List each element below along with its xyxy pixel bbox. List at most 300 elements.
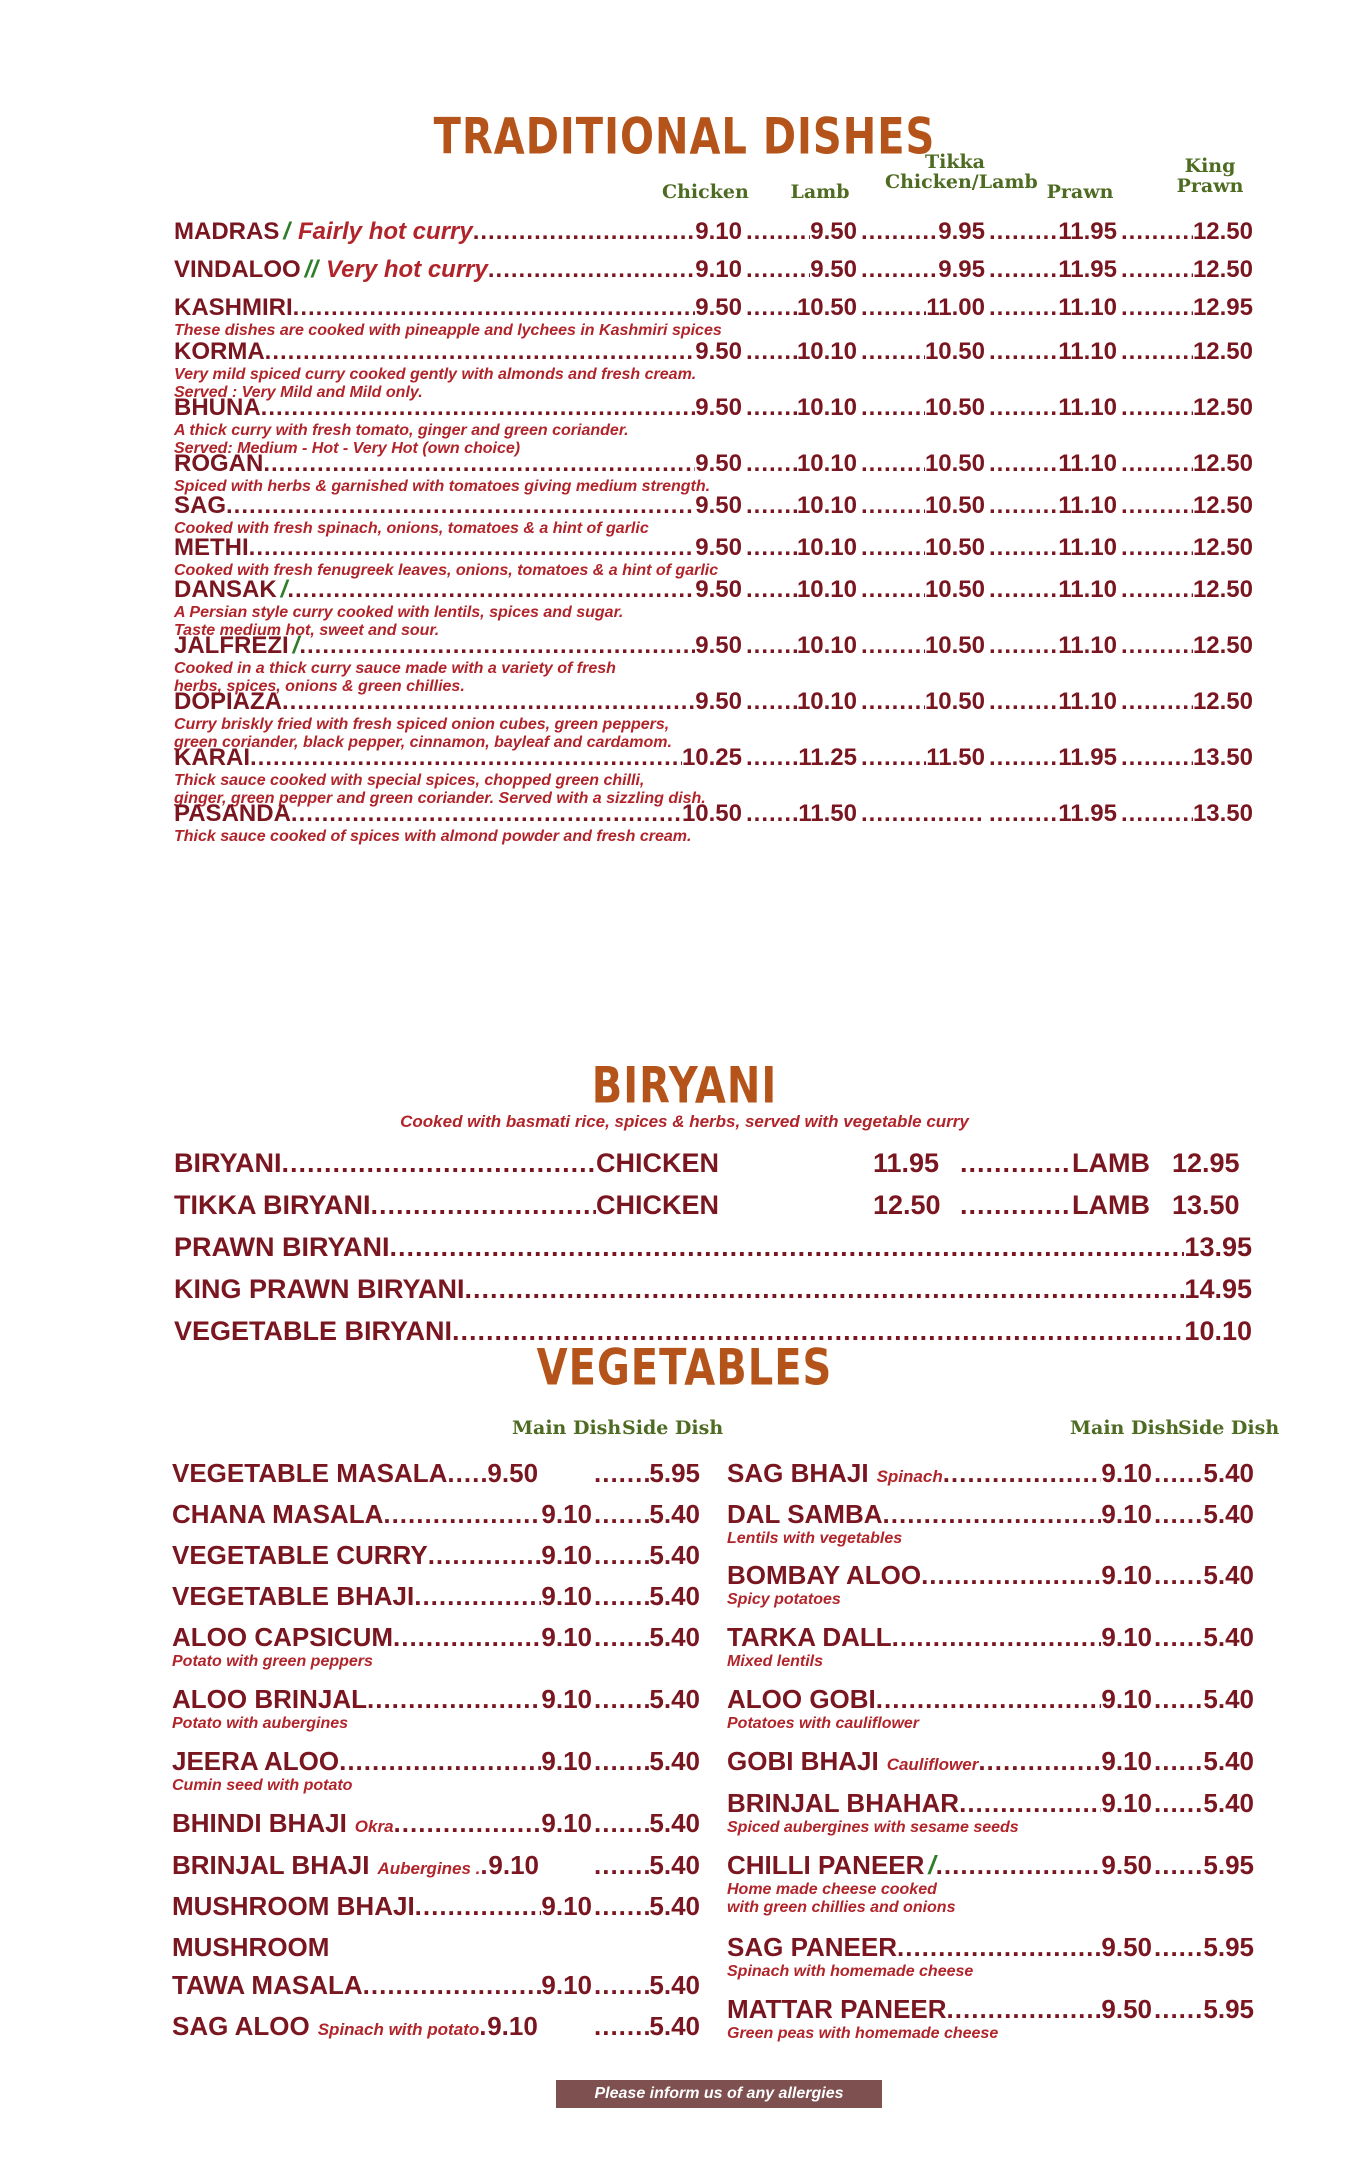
veg-name: BOMBAY ALOO (727, 1560, 922, 1590)
price-cell (989, 218, 1117, 246)
veg-side-cell (594, 1499, 700, 1530)
price-prawn: 11.10 (1058, 394, 1117, 421)
veg-name: SAG BHAJI (727, 1458, 869, 1488)
dot-leader (488, 256, 695, 284)
dish-description: Spiced with herbs & garnished with tomatoes giving medium strength. (174, 478, 711, 495)
dish-name: SAG (174, 492, 227, 519)
price-cell (989, 492, 1117, 520)
dish-description: ginger, green pepper and green coriander. Served with a sizzling dish. (174, 790, 706, 807)
veg-name: CHANA MASALA (172, 1499, 384, 1529)
price-king-prawn: 13.50 (1192, 744, 1253, 771)
veg-description: Cumin seed with potato (172, 1777, 353, 1794)
biryani-name: VEGETABLE BIRYANI (174, 1316, 453, 1346)
price-chicken: 9.50 (695, 632, 742, 659)
price-chicken: 9.50 (695, 294, 742, 321)
veg-side-cell (594, 1891, 700, 1922)
veg-row (172, 1499, 592, 1530)
veg-note: Cauliflower (886, 1755, 979, 1774)
veg-row (172, 1891, 592, 1922)
veg-description: Green peas with homemade cheese (727, 2025, 999, 2042)
lamb-price: 12.95 (1172, 1148, 1240, 1178)
veg-side-price: 5.40 (1203, 1684, 1254, 1714)
chili-icon: / (292, 632, 300, 659)
col-main-left: Main Dish (512, 1417, 622, 1439)
price-cell (989, 450, 1117, 478)
dish-note: Very hot curry (326, 256, 488, 283)
price-prawn: 11.10 (1058, 450, 1117, 477)
lamb-price: 13.50 (1172, 1190, 1240, 1220)
price-lamb: 9.50 (810, 256, 857, 283)
dot-leader (959, 1788, 1101, 1819)
dot-leader (1154, 1622, 1203, 1653)
chili-icon: / (280, 576, 288, 603)
dish-name: ROGAN (174, 450, 264, 477)
chicken-label: CHICKEN (595, 1148, 719, 1178)
price-lamb: 10.10 (796, 394, 857, 421)
veg-name: SAG PANEER (727, 1932, 897, 1962)
veg-main-price: 9.10 (541, 1499, 592, 1529)
dot-leader (746, 576, 797, 604)
dot-leader (861, 576, 925, 604)
veg-description: Spinach with homemade cheese (727, 1963, 974, 1980)
price-cell (989, 338, 1117, 366)
veg-note: Spinach (876, 1467, 943, 1486)
dot-leader (447, 1458, 487, 1489)
price-cell (746, 800, 857, 828)
price-cell (1121, 800, 1253, 828)
price-prawn: 11.10 (1058, 338, 1117, 365)
dot-leader (746, 688, 797, 716)
dot-leader (989, 338, 1058, 366)
biryani-title: BIRYANI (591, 1057, 778, 1115)
price-cell (861, 338, 985, 366)
veg-main-price: 9.50 (1101, 1932, 1152, 1962)
veg-side-cell (1154, 1458, 1254, 1489)
price-king-prawn: 12.50 (1192, 632, 1253, 659)
veg-side-price: 5.95 (1203, 1850, 1254, 1880)
col-side-left: Side Dish (622, 1417, 724, 1439)
veg-description: Mixed lentils (727, 1653, 824, 1670)
lamb-label: LAMB (1072, 1148, 1150, 1178)
dish-description: Served: Medium - Hot - Very Hot (own choice) (174, 440, 521, 457)
veg-row (172, 1458, 592, 1489)
price-king-prawn: 12.50 (1192, 534, 1253, 561)
veg-name: GOBI BHAJI (727, 1746, 879, 1776)
veg-side-price: 5.40 (1203, 1788, 1254, 1818)
veg-side-price: 5.95 (649, 1458, 700, 1488)
price-cell (746, 256, 857, 284)
price-prawn: 11.10 (1058, 534, 1117, 561)
veg-main-price: 9.10 (541, 1622, 592, 1652)
biryani-name: KING PRAWN BIRYANI (174, 1274, 465, 1304)
dot-leader (249, 534, 696, 562)
veg-note: Aubergines . (377, 1859, 481, 1878)
chili-icon: / (928, 1850, 936, 1880)
price-tikka: 9.95 (938, 256, 985, 283)
price-king-prawn: 13.50 (1192, 800, 1253, 827)
veg-row (727, 1994, 1152, 2025)
price-chicken: 9.50 (695, 394, 742, 421)
price-tikka: 10.50 (924, 632, 985, 659)
dot-leader (746, 450, 797, 478)
veg-main-price: 9.50 (1101, 1850, 1152, 1880)
veg-row (727, 1850, 1152, 1881)
veg-side-cell (1154, 1684, 1254, 1715)
veg-side-cell (594, 1850, 700, 1881)
price-cell (989, 800, 1117, 828)
price-cell (1121, 256, 1253, 284)
veg-main-price: 9.10 (541, 1808, 592, 1838)
veg-row (727, 1684, 1152, 1715)
veg-side-cell (594, 1458, 700, 1489)
veg-description: Lentils with vegetables (727, 1530, 903, 1547)
veg-main-price: 9.10 (488, 1850, 540, 1880)
veg-side-price: 5.95 (1203, 1932, 1254, 1962)
col-king-prawn: King Prawn (1176, 155, 1244, 197)
dish-name: METHI (174, 534, 249, 561)
price-cell (989, 632, 1117, 660)
veg-description: Home made cheese cooked (727, 1881, 937, 1898)
dot-leader (299, 632, 695, 660)
veg-name: BRINJAL BHAJI (172, 1850, 370, 1880)
dish-name: BHUNA (174, 394, 261, 421)
dot-leader (989, 632, 1058, 660)
dot-leader (861, 218, 938, 246)
dot-leader (861, 688, 925, 716)
price-cell (1121, 576, 1253, 604)
veg-side-cell (1154, 1622, 1254, 1653)
dot-leader (876, 1684, 1102, 1715)
veg-main-price: 9.10 (1101, 1746, 1152, 1776)
veg-main-price: 9.10 (1101, 1788, 1152, 1818)
veg-main-price: 9.10 (541, 1891, 592, 1921)
price-cell (861, 534, 985, 562)
price-lamb: 10.10 (796, 632, 857, 659)
price-cell (1121, 218, 1253, 246)
dot-leader (746, 394, 797, 422)
price-cell (861, 576, 985, 604)
price-lamb: 11.25 (798, 744, 857, 771)
dot-leader (989, 688, 1058, 716)
price-chicken: 9.50 (695, 688, 742, 715)
price-king-prawn: 12.50 (1192, 218, 1253, 245)
veg-row (727, 1560, 1152, 1591)
veg-side-price: 5.40 (649, 1746, 700, 1776)
dot-leader (480, 1850, 488, 1881)
price-chicken: 10.50 (681, 800, 742, 827)
veg-name: ALOO BRINJAL (172, 1684, 367, 1714)
price-cell (746, 492, 857, 520)
veg-main-price: 9.10 (1101, 1560, 1152, 1590)
price-cell (1121, 492, 1253, 520)
dish-description: Thick sauce cooked of spices with almond powder and fresh cream. (174, 828, 692, 845)
dot-leader (1121, 744, 1193, 772)
price-cell (989, 256, 1117, 284)
dish-row (174, 744, 742, 772)
chicken-price: 12.50 (873, 1190, 941, 1220)
dish-description: Cooked in a thick curry sauce made with a variety of fresh (174, 660, 616, 677)
price-cell (989, 688, 1117, 716)
dot-leader (746, 744, 798, 772)
dot-leader (989, 492, 1058, 520)
col-chicken: Chicken (662, 181, 749, 203)
dish-description: A Persian style curry cooked with lentils, spices and sugar. (174, 604, 624, 621)
dot-leader (282, 688, 695, 716)
price-cell (861, 294, 985, 322)
dot-leader (594, 1684, 649, 1715)
veg-side-cell (1154, 1850, 1254, 1881)
dot-leader (1121, 394, 1193, 422)
dot-leader (1121, 632, 1193, 660)
veg-row (172, 1622, 592, 1653)
dot-leader (367, 1684, 541, 1715)
price-cell (746, 218, 857, 246)
price-cell (746, 450, 857, 478)
price-tikka: 10.50 (924, 394, 985, 421)
dot-leader (989, 744, 1058, 772)
price-cell (746, 534, 857, 562)
price-cell (746, 394, 857, 422)
dish-name: DOPIAZA (174, 688, 282, 715)
veg-main-price: 9.10 (541, 1540, 592, 1570)
dish-name: MADRAS (174, 218, 280, 245)
price-lamb: 10.10 (796, 338, 857, 365)
col-side-right: Side Dish (1178, 1417, 1280, 1439)
biryani-price: 10.10 (1184, 1316, 1252, 1346)
dish-name: KORMA (174, 338, 265, 365)
price-king-prawn: 12.50 (1192, 338, 1253, 365)
dish-row (174, 256, 742, 284)
veg-row (727, 1499, 1152, 1530)
price-lamb: 10.10 (796, 450, 857, 477)
veg-main-price: 9.10 (1101, 1499, 1152, 1529)
price-tikka: 10.50 (924, 534, 985, 561)
price-cell (1121, 338, 1253, 366)
price-cell (1121, 744, 1253, 772)
dot-leader (594, 1540, 649, 1571)
veg-name: MUSHROOM (172, 1932, 330, 1962)
traditional-title: TRADITIONAL DISHES (433, 108, 936, 166)
dot-leader (473, 218, 696, 246)
veg-side-price: 5.40 (649, 1581, 700, 1611)
price-king-prawn: 12.50 (1192, 256, 1253, 283)
veg-main-price: 9.10 (541, 1746, 592, 1776)
vegetables-title: VEGETABLES (536, 1339, 833, 1397)
price-cell (861, 256, 985, 284)
price-tikka: 10.50 (924, 576, 985, 603)
veg-row (172, 1932, 472, 1963)
veg-description: Spicy potatoes (727, 1591, 841, 1608)
dot-leader (861, 450, 925, 478)
dot-leader (861, 394, 925, 422)
price-cell (1121, 534, 1253, 562)
price-tikka: 11.50 (926, 744, 985, 771)
price-chicken: 9.10 (695, 218, 742, 245)
dot-leader (989, 450, 1058, 478)
price-cell (1121, 294, 1253, 322)
biryani-name: TIKKA BIRYANI (174, 1190, 371, 1220)
veg-description: Potatoes with cauliflower (727, 1715, 920, 1732)
dot-leader (383, 1499, 541, 1530)
veg-row (172, 1850, 592, 1881)
dot-leader (943, 1458, 1102, 1489)
dot-leader (1121, 688, 1193, 716)
col-tikka: Tikka Chicken/Lamb (885, 151, 1038, 193)
price-chicken: 9.50 (695, 492, 742, 519)
price-prawn: 11.95 (1058, 744, 1117, 771)
price-lamb: 10.10 (796, 688, 857, 715)
veg-side-price: 5.40 (1203, 1746, 1254, 1776)
dot-leader (1121, 492, 1193, 520)
dot-leader (363, 1970, 542, 2001)
price-tikka: 10.50 (924, 492, 985, 519)
col-prawn: Prawn (1046, 181, 1114, 203)
veg-row (172, 2011, 592, 2042)
dot-leader (1154, 1746, 1203, 1777)
price-chicken: 9.50 (695, 450, 742, 477)
price-cell (989, 534, 1117, 562)
dot-leader (1154, 1560, 1203, 1591)
chili-icon: / (283, 218, 290, 245)
dish-row (174, 688, 742, 716)
veg-row (727, 1622, 1152, 1653)
dot-leader (1154, 1932, 1203, 1963)
price-cell (1121, 688, 1253, 716)
dot-leader (594, 1891, 649, 1922)
lamb-cell (960, 1148, 1150, 1179)
chicken-label: CHICKEN (595, 1190, 719, 1220)
veg-side-cell (594, 1540, 700, 1571)
dish-description: Thick sauce cooked with special spices, chopped green chilli, (174, 772, 645, 789)
veg-description: with green chillies and onions (727, 1899, 956, 1916)
price-prawn: 11.10 (1058, 576, 1117, 603)
veg-row (172, 1808, 592, 1839)
dot-leader (287, 576, 695, 604)
dish-row (174, 632, 742, 660)
col-main-right: Main Dish (1070, 1417, 1180, 1439)
veg-side-cell (1154, 1560, 1254, 1591)
veg-row (172, 1684, 592, 1715)
dot-leader (371, 1190, 596, 1221)
dot-leader (746, 632, 797, 660)
veg-side-cell (594, 1684, 700, 1715)
dot-leader (1121, 534, 1193, 562)
dish-row (174, 450, 742, 478)
veg-row (727, 1932, 1152, 1963)
price-cell (746, 338, 857, 366)
dot-leader (861, 534, 925, 562)
dot-leader (861, 800, 985, 828)
dish-name: KASHMIRI (174, 294, 293, 321)
dot-leader (394, 1808, 542, 1839)
veg-name: JEERA ALOO (172, 1746, 340, 1776)
dot-leader (594, 1970, 649, 2001)
veg-side-price: 5.40 (649, 1499, 700, 1529)
dish-row (174, 492, 742, 520)
dot-leader (428, 1540, 542, 1571)
dish-description: Curry briskly fried with fresh spiced onion cubes, green peppers, (174, 716, 670, 733)
dot-leader (883, 1499, 1102, 1530)
veg-name: DAL SAMBA (727, 1499, 883, 1529)
dot-leader (263, 450, 695, 478)
dish-description: A thick curry with fresh tomato, ginger and green coriander. (174, 422, 629, 439)
veg-main-price: 9.10 (1101, 1622, 1152, 1652)
dot-leader (594, 1808, 649, 1839)
dot-leader (1121, 338, 1193, 366)
dot-leader (989, 394, 1058, 422)
price-cell (746, 576, 857, 604)
price-cell (861, 492, 985, 520)
dot-leader (1121, 256, 1193, 284)
veg-side-cell (1154, 1746, 1254, 1777)
dot-leader (989, 218, 1058, 246)
price-cell (746, 744, 857, 772)
price-prawn: 11.10 (1058, 688, 1117, 715)
price-lamb: 10.10 (796, 576, 857, 603)
dish-row (174, 534, 742, 562)
price-tikka: 9.95 (938, 218, 985, 245)
dot-leader (414, 1581, 541, 1612)
veg-side-cell (594, 1808, 700, 1839)
dot-leader (746, 492, 797, 520)
price-tikka: 10.50 (924, 338, 985, 365)
veg-name: VEGETABLE BHAJI (172, 1581, 415, 1611)
dot-leader (746, 338, 797, 366)
veg-name: SAG ALOO (172, 2011, 310, 2041)
lamb-label: LAMB (1072, 1190, 1150, 1220)
dish-row (174, 800, 742, 828)
veg-name: VEGETABLE CURRY (172, 1540, 428, 1570)
price-king-prawn: 12.50 (1192, 394, 1253, 421)
dot-leader (861, 744, 926, 772)
veg-description: Spiced aubergines with sesame seeds (727, 1819, 1019, 1836)
biryani-price: 13.95 (1184, 1232, 1252, 1262)
dish-name: VINDALOO (174, 256, 301, 283)
price-prawn: 11.95 (1058, 256, 1117, 283)
dot-leader (1121, 450, 1193, 478)
price-cell (861, 632, 985, 660)
veg-row (172, 1581, 592, 1612)
veg-side-cell (594, 1746, 700, 1777)
dish-row (174, 394, 742, 422)
price-cell (746, 688, 857, 716)
price-prawn: 11.95 (1058, 218, 1117, 245)
dot-leader (393, 1622, 541, 1653)
biryani-name: BIRYANI (174, 1148, 282, 1178)
dot-leader (1121, 218, 1193, 246)
price-king-prawn: 12.50 (1192, 450, 1253, 477)
dot-leader (989, 294, 1058, 322)
dish-name: KARAI (174, 744, 250, 771)
dot-leader (282, 1148, 596, 1179)
dot-leader (291, 800, 682, 828)
veg-row (172, 1970, 592, 2001)
col-lamb: Lamb (790, 181, 850, 203)
veg-side-price: 5.40 (649, 1684, 700, 1714)
dot-leader (1121, 576, 1193, 604)
veg-side-price: 5.40 (1203, 1458, 1254, 1488)
veg-row (172, 1540, 592, 1571)
dish-row (174, 576, 742, 604)
biryani-row (174, 1190, 719, 1221)
veg-main-price: 9.50 (487, 1458, 539, 1488)
dish-description: Cooked with fresh spinach, onions, tomatoes & a hint of garlic (174, 520, 649, 537)
dot-leader (594, 1622, 649, 1653)
veg-side-price: 5.40 (1203, 1560, 1254, 1590)
dot-leader (265, 338, 696, 366)
price-tikka: 11.00 (926, 294, 985, 321)
lamb-cell (960, 1190, 1150, 1221)
